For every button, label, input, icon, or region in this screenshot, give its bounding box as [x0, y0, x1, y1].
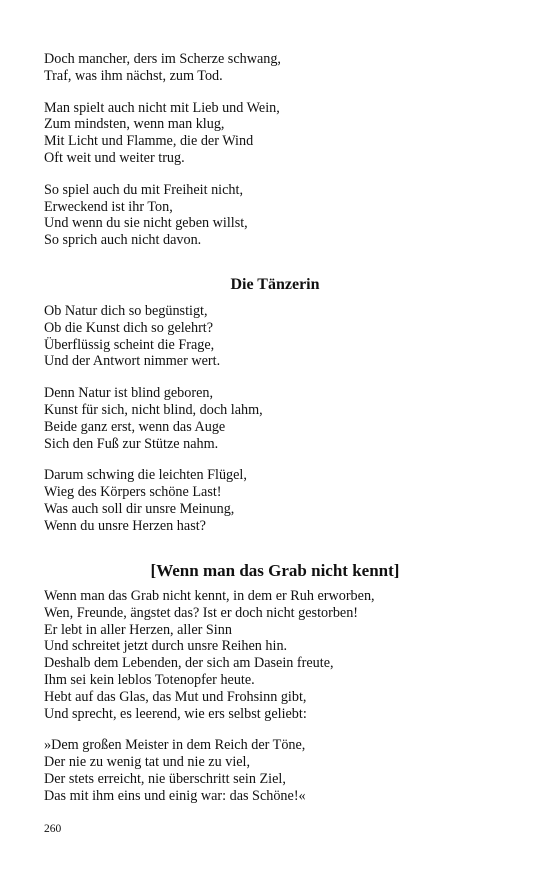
- verse-line: Erweckend ist ihr Ton,: [44, 198, 173, 215]
- poem-title-die-taenzerin: Die Tänzerin: [230, 276, 320, 293]
- verse-line: Man spielt auch nicht mit Lieb und Wein,: [44, 99, 280, 116]
- verse-line: Mit Licht und Flamme, die der Wind: [44, 133, 254, 150]
- stanza: [44, 737, 514, 804]
- poem-die-taenzerin: [44, 303, 514, 535]
- verse-line: Wenn man das Grab nicht kennt, in dem er Ruh erworben,: [44, 588, 375, 604]
- page-number: 260: [44, 823, 62, 835]
- stanza: [44, 303, 514, 370]
- verse-line: Wenn du unsre Herzen hast?: [44, 517, 206, 534]
- verse-line: Und der Antwort nimmer wert.: [44, 353, 221, 370]
- verse-line: So spiel auch du mit Freiheit nicht,: [44, 181, 243, 198]
- verse-line: Zum mindsten, wenn man klug,: [44, 116, 225, 133]
- stanza: [44, 385, 514, 452]
- verse-line: Denn Natur ist blind geboren,: [44, 385, 214, 402]
- verse-line: Traf, was ihm nächst, zum Tod.: [44, 67, 223, 84]
- verse-line: »Dem großen Meister in dem Reich der Töne,: [44, 737, 306, 754]
- verse-line: Ob Natur dich so begünstigt,: [44, 303, 208, 319]
- verse-line: Und wenn du sie nicht geben willst,: [44, 215, 248, 232]
- verse-line: Hebt auf das Glas, das Mut und Frohsinn gibt,: [44, 688, 307, 705]
- verse-line: Doch mancher, ders im Scherze schwang,: [44, 51, 281, 67]
- verse-line: Deshalb dem Lebenden, der sich am Dasein freute,: [44, 655, 334, 672]
- verse-line: Kunst für sich, nicht blind, doch lahm,: [44, 401, 263, 418]
- verse-line: Ihm sei kein leblos Totenopfer heute.: [44, 671, 255, 688]
- verse-line: Überflüssig scheint die Frage,: [44, 336, 215, 353]
- verse-line: Und schreitet jetzt durch unsre Reihen hin.: [44, 638, 288, 655]
- stanza: [44, 588, 514, 722]
- verse-line: Wieg des Körpers schöne Last!: [44, 484, 222, 501]
- verse-line: Das mit ihm eins und einig war: das Schöne!«: [44, 787, 306, 804]
- poem-wenn-man-das-grab: [44, 588, 514, 805]
- poem-title-wenn-man-das-grab: [Wenn man das Grab nicht kennt]: [150, 561, 400, 580]
- verse-line: Der nie zu wenig tat und nie zu viel,: [44, 754, 251, 771]
- stanza: [44, 100, 514, 167]
- verse-line: Sich den Fuß zur Stütze nahm.: [44, 435, 219, 452]
- stanza: [44, 467, 514, 534]
- stanza: [44, 182, 514, 249]
- verse-line: Der stets erreicht, nie überschritt sein Ziel,: [44, 770, 286, 787]
- poem-continuation: [44, 51, 514, 249]
- verse-line: Oft weit und weiter trug.: [44, 149, 185, 166]
- verse-line: Beide ganz erst, wenn das Auge: [44, 418, 226, 435]
- verse-line: Was auch soll dir unsre Meinung,: [44, 500, 235, 517]
- verse-line: Und sprecht, es leerend, wie ers selbst geliebt:: [44, 705, 307, 722]
- verse-line: So sprich auch nicht davon.: [44, 232, 202, 249]
- stanza: [44, 51, 514, 85]
- verse-line: Er lebt in aller Herzen, aller Sinn: [44, 621, 232, 638]
- verse-line: Wen, Freunde, ängstet das? Ist er doch nicht gestorben!: [44, 604, 359, 621]
- verse-line: Ob die Kunst dich so gelehrt?: [44, 319, 214, 336]
- verse-line: Darum schwing die leichten Flügel,: [44, 467, 247, 484]
